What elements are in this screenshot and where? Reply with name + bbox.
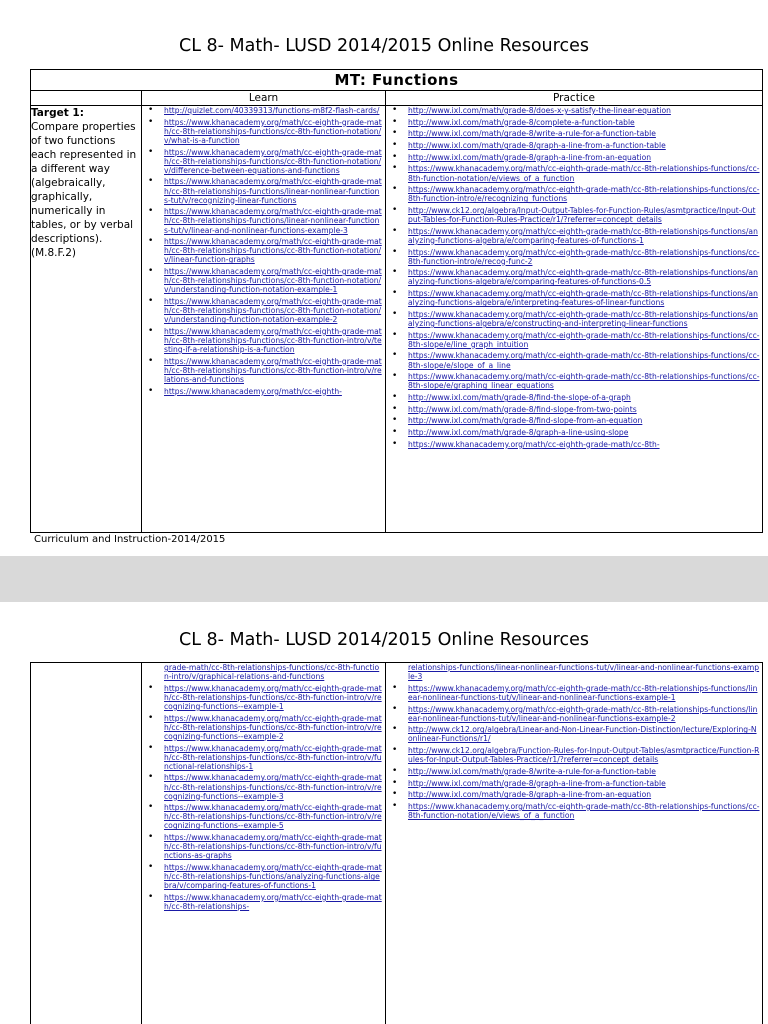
resource-link[interactable]: https://www.khanacademy.org/math/cc-eighth-grade-math/cc-8th-relationships-functions/cc-8th-function-intro/v/recognizing-functions--example-3 — [164, 773, 382, 801]
page-title: CL 8- Math- LUSD 2014/2015 Online Resources — [179, 36, 589, 56]
list-item — [386, 331, 760, 349]
practice-link-list-continued — [386, 663, 762, 820]
resource-link[interactable]: https://www.khanacademy.org/math/cc-eighth-grade-math/cc-8th-relationships-functions/cc-8th-function-intro/e/recog-func-2 — [408, 247, 760, 266]
list-item — [142, 357, 383, 384]
list-item — [386, 268, 760, 286]
list-item — [386, 227, 760, 245]
resource-link[interactable]: https://www.khanacademy.org/math/cc-eighth-grade-math/cc-8th-relationships-functions/cc-8th-function-intro/v/functions-as-graphs — [164, 833, 382, 861]
list-item — [386, 351, 760, 369]
resource-link[interactable]: http://www.ck12.org/algebra/Linear-and-Non-Linear-Function-Distinction/lecture/Exploring-Nonlinear-Functions/r1/ — [408, 725, 757, 744]
list-item — [142, 297, 383, 324]
resource-link[interactable]: https://www.khanacademy.org/math/cc-eighth-grade-math/cc-8th-relationships-functions/cc-8th-function-intro/e/recognizing_functions — [408, 185, 760, 204]
resource-link[interactable]: https://www.khanacademy.org/math/cc-eighth-grade-math/cc-8th-relationships-functions/cc-8th-slope/e/slope_of_a_line — [408, 351, 760, 370]
list-item — [386, 206, 760, 224]
list-item — [142, 387, 383, 396]
list-item — [386, 185, 760, 203]
resource-link[interactable]: http://www.ixl.com/math/grade-8/graph-a-line-from-an-equation — [408, 790, 652, 800]
resource-link[interactable]: https://www.khanacademy.org/math/cc-eighth-grade-math/cc-8th-relationships-functions/cc-8th-function-notation/v/what-is-a-function — [164, 117, 382, 145]
learn-column-header: Learn — [142, 91, 386, 106]
section-title: MT: Functions — [31, 70, 763, 91]
list-item — [386, 310, 760, 328]
practice-cell-continued — [386, 663, 763, 1024]
resource-link[interactable]: http://quizlet.com/40339313/functions-m8f2-flash-cards/ — [164, 106, 380, 115]
resource-link[interactable]: https://www.khanacademy.org/math/cc-eighth-grade-math/cc-8th-relationships-functions/linear-nonlinear-functions-tut/v/linear-and-nonlinear-functions-example-3 — [164, 207, 382, 235]
learn-link-list — [142, 106, 385, 396]
list-item — [142, 237, 383, 264]
list-item — [386, 106, 760, 115]
list-item — [386, 684, 760, 702]
resource-link[interactable]: https://www.khanacademy.org/math/cc-eighth-grade-math/cc-8th-relationships-functions/analyzing-functions-algebra/e/interpreting-features-of-linear-functions — [408, 289, 758, 308]
list-item — [142, 833, 383, 860]
list-item — [386, 725, 760, 743]
resources-table — [30, 69, 763, 533]
list-item — [386, 779, 760, 788]
list-item — [386, 790, 760, 799]
resource-link[interactable]: https://www.khanacademy.org/math/cc-eighth-grade-math/cc-8th-relationships-functions/cc-8th-function-notation/v/difference-between-equations-and-functions — [164, 147, 382, 175]
learn-cell — [142, 106, 386, 533]
list-item — [142, 863, 383, 890]
resource-link[interactable]: https://www.khanacademy.org/math/cc-eighth-grade-math/cc-8th-relationships-functions/cc-8th-function-intro/v/recognizing-functions--example-2 — [164, 713, 382, 741]
list-item — [386, 416, 760, 425]
resource-link[interactable]: https://www.khanacademy.org/math/cc-eighth-grade-math/cc-8th-relationships-functions/analyzing-functions-algebra/e/comparing-features-of-functions-0.5 — [408, 268, 758, 287]
list-item — [386, 705, 760, 723]
resource-link[interactable]: http://www.ixl.com/math/grade-8/does-x-y-satisfy-the-linear-equation — [408, 106, 671, 115]
resource-link[interactable]: https://www.khanacademy.org/math/cc-eighth-grade-math/cc-8th-relationships- — [164, 892, 382, 911]
resource-link[interactable]: https://www.khanacademy.org/math/cc-eighth-grade-math/cc-8th-relationships-functions/cc-8th-function-notation/v/understanding-function-notation-example-2 — [164, 296, 382, 325]
resource-link[interactable]: https://www.khanacademy.org/math/cc-eighth-grade-math/cc-8th-relationships-functions/analyzing-functions-algebra/v/comparing-features-of-functions-1 — [164, 863, 382, 891]
resource-link[interactable]: https://www.khanacademy.org/math/cc-eighth-grade-math/cc-8th-relationships-functions/cc-8th-function-intro/v/functional-relationships-1 — [164, 743, 382, 771]
list-item — [142, 744, 383, 771]
resource-link[interactable]: https://www.khanacademy.org/math/cc-eighth-grade-math/cc-8th-relationships-functions/cc-8th-function-intro/v/recognizing-functions--example-1 — [164, 683, 382, 711]
list-item — [386, 153, 760, 162]
list-item — [142, 267, 383, 294]
list-item — [386, 440, 760, 449]
list-item — [142, 148, 383, 175]
page-title: CL 8- Math- LUSD 2014/2015 Online Resources — [179, 630, 589, 650]
practice-cell — [386, 106, 763, 533]
list-item — [142, 207, 383, 234]
list-item — [142, 803, 383, 830]
resource-link[interactable]: http://www.ixl.com/math/grade-8/graph-a-line-using-slope — [408, 428, 629, 438]
list-item — [386, 118, 760, 127]
resource-link[interactable]: https://www.khanacademy.org/math/cc-eighth-grade-math/cc-8th- — [408, 439, 660, 449]
list-item — [386, 767, 760, 776]
list-item — [386, 405, 760, 414]
list-item — [386, 289, 760, 307]
list-item — [386, 164, 760, 182]
resource-link[interactable]: http://www.ixl.com/math/grade-8/write-a-rule-for-a-function-table — [408, 129, 656, 139]
document-page-2 — [0, 602, 768, 1024]
resource-link[interactable]: https://www.khanacademy.org/math/cc-eighth-grade-math/cc-8th-relationships-functions/cc-8th-function-notation/v/understanding-function-notation-example-1 — [164, 267, 382, 295]
resource-link[interactable]: http://www.ixl.com/math/grade-8/graph-a-line-from-a-function-table — [408, 778, 666, 788]
resource-link[interactable]: http://www.ixl.com/math/grade-8/graph-a-line-from-a-function-table — [408, 141, 666, 151]
resource-link[interactable]: https://www.khanacademy.org/math/cc-eighth-grade-math/cc-8th-relationships-functions/analyzing-functions-algebra/e/constructing-and-interpreting-linear-functions — [408, 309, 758, 328]
resource-link[interactable]: http://www.ixl.com/math/grade-8/find-slope-from-an-equation — [408, 416, 643, 426]
resource-link[interactable]: https://www.khanacademy.org/math/cc-eighth-grade-math/cc-8th-relationships-functions/cc-8th-function-intro/v/recognizing-functions--example-5 — [164, 803, 382, 831]
resource-link[interactable]: https://www.khanacademy.org/math/cc-eighth-grade-math/cc-8th-relationships-functions/cc-8th-function-intro/v/testing-if-a-relationship-is-a-function — [164, 326, 382, 354]
resource-link[interactable]: http://www.ixl.com/math/grade-8/complete-a-function-table — [408, 117, 635, 127]
resource-link[interactable]: https://www.khanacademy.org/math/cc-eighth-grade-math/cc-8th-relationships-functions/cc-8th-function-notation/e/views_of_a_function — [408, 164, 760, 183]
list-item — [386, 141, 760, 150]
blank-header-cell — [31, 91, 142, 106]
target-description: Compare properties of two functions each represented in a different way (algebraically, graphically, numerically in tables, or by verbal descriptions). (M.8.F.2) — [31, 121, 137, 259]
resource-link[interactable]: https://www.khanacademy.org/math/cc-eighth-grade-math/cc-8th-relationships-functions/analyzing-functions-algebra/e/comparing-features-of-functions-1 — [408, 226, 758, 245]
list-item — [142, 177, 383, 204]
page-footer: Curriculum and Instruction-2014/2015 — [34, 534, 226, 545]
resource-link[interactable]: https://www.khanacademy.org/math/cc-eighth-grade-math/cc-8th-relationships-functions/linear-nonlinear-functions-tut/v/linear-and-nonlinear-functions-example-2 — [408, 704, 758, 723]
list-item — [386, 802, 760, 820]
resource-link[interactable]: relationships-functions/linear-nonlinear-functions-tut/v/linear-and-nonlinear-functions-example-3 — [408, 663, 760, 682]
practice-link-list — [386, 106, 762, 449]
list-item — [142, 327, 383, 354]
learn-link-list-continued — [142, 663, 385, 911]
list-item — [386, 372, 760, 390]
resource-link[interactable]: https://www.khanacademy.org/math/cc-eighth-grade-math/cc-8th-relationships-functions/cc-8th-function-intro/v/relations-and-functions — [164, 356, 382, 384]
list-item — [142, 663, 383, 681]
target-label: Target 1: — [31, 107, 84, 119]
resource-link[interactable]: https://www.khanacademy.org/math/cc-eighth- — [164, 386, 342, 396]
learn-cell-continued — [142, 663, 386, 1024]
list-item — [386, 663, 760, 681]
resource-link[interactable]: https://www.khanacademy.org/math/cc-eighth-grade-math/cc-8th-relationships-functions/cc-8th-slope/e/graphing_linear_equations — [408, 372, 760, 391]
resource-link[interactable]: https://www.khanacademy.org/math/cc-eighth-grade-math/cc-8th-relationships-functions/linear-nonlinear-functions-tut/v/linear-and-nonlinear-functions-example-1 — [408, 683, 758, 702]
resource-link[interactable]: http://www.ixl.com/math/grade-8/graph-a-line-from-an-equation — [408, 152, 652, 162]
list-item — [142, 118, 383, 145]
list-item — [386, 393, 760, 402]
list-item — [386, 248, 760, 266]
target-cell — [31, 106, 142, 533]
practice-column-header: Practice — [386, 91, 763, 106]
list-item — [142, 893, 383, 911]
resource-link[interactable]: https://www.khanacademy.org/math/cc-eighth-grade-math/cc-8th-relationships-functions/cc-8th-function-notation/e/views_of_a_function — [408, 801, 760, 821]
resource-link[interactable]: http://www.ixl.com/math/grade-8/find-the-slope-of-a-graph — [408, 393, 631, 403]
resource-link[interactable]: http://www.ck12.org/algebra/Function-Rules-for-Input-Output-Tables/asmtpractice/Function-Rules-for-Input-Output-Tables-Practice/r1/?referrer=concept_details — [408, 746, 760, 765]
resource-link[interactable]: https://www.khanacademy.org/math/cc-eighth-grade-math/cc-8th-relationships-functions/cc-8th-slope/e/line_graph_intuition — [408, 330, 760, 349]
resource-link[interactable]: http://www.ixl.com/math/grade-8/write-a-rule-for-a-function-table — [408, 766, 656, 776]
list-item — [386, 129, 760, 138]
list-item — [142, 714, 383, 741]
list-item — [386, 746, 760, 764]
resource-link[interactable]: http://www.ck12.org/algebra/Input-Output-Tables-for-Function-Rules/asmtpractice/Input-Output-Tables-for-Function-Rules-Practice/r1/?referrer=concept_details — [408, 206, 756, 225]
resource-link[interactable]: https://www.khanacademy.org/math/cc-eighth-grade-math/cc-8th-relationships-functions/cc-8th-function-notation/v/linear-function-graphs — [164, 237, 382, 265]
resource-link[interactable]: grade-math/cc-8th-relationships-functions/cc-8th-function-intro/v/graphical-relations-and-functions — [164, 663, 380, 682]
target-cell-continued — [31, 663, 142, 1024]
resource-link[interactable]: http://www.ixl.com/math/grade-8/find-slope-from-two-points — [408, 404, 637, 414]
list-item — [142, 773, 383, 800]
list-item — [386, 428, 760, 437]
resources-table-continued — [30, 662, 763, 1024]
list-item — [142, 106, 383, 115]
list-item — [142, 684, 383, 711]
resource-link[interactable]: https://www.khanacademy.org/math/cc-eighth-grade-math/cc-8th-relationships-functions/linear-nonlinear-functions-tut/v/recognizing-linear-functions — [164, 177, 382, 205]
